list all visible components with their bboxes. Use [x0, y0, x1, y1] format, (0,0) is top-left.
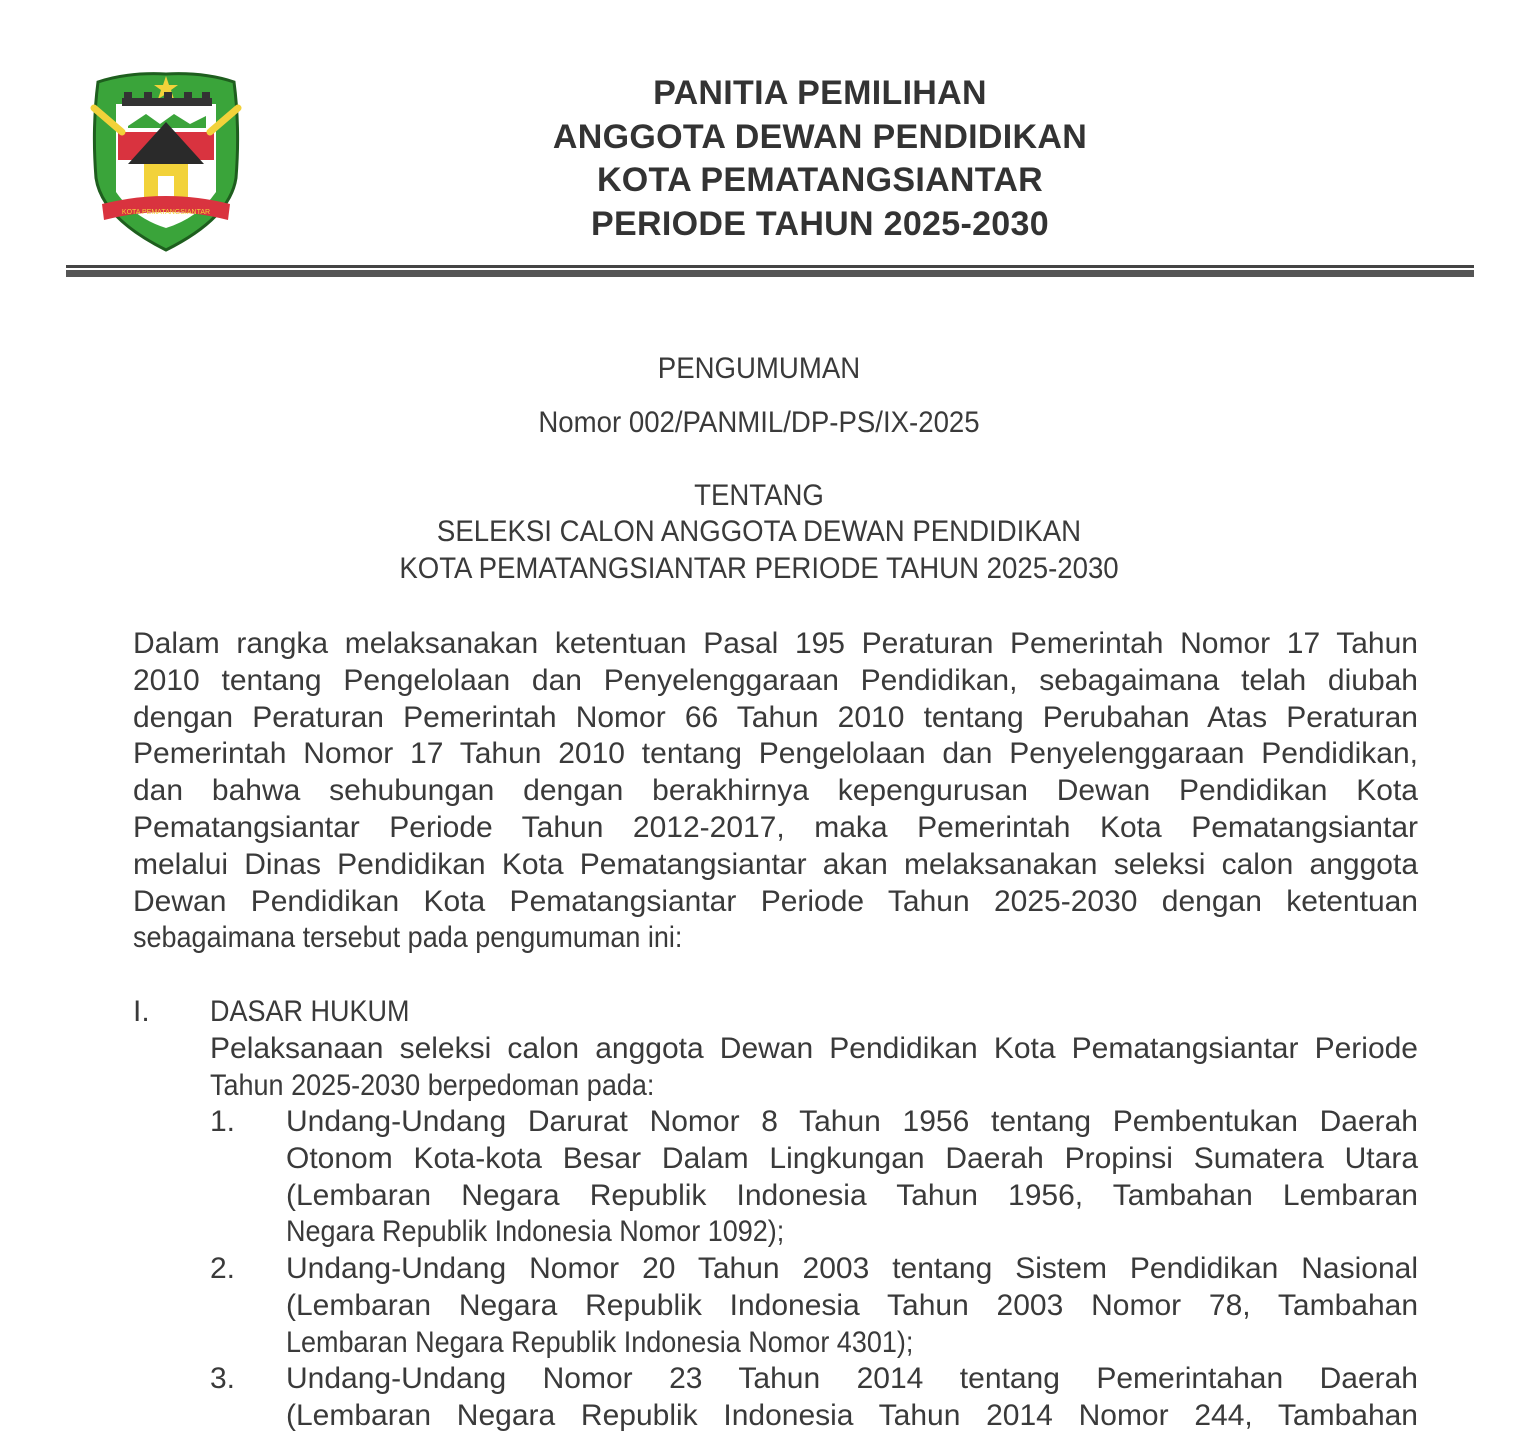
list-item-line: (Lembaran Negara Republik Indonesia Tahun 1956, Tambahan Lembaran — [286, 1178, 1418, 1212]
emblem-caption: KOTA PEMATANGSIANTAR — [121, 209, 211, 216]
letterhead-line: ANGGOTA DEWAN PENDIDIKAN — [552, 117, 1088, 156]
list-item-line: Undang-Undang Darurat Nomor 8 Tahun 1956 tentang Pembentukan Daerah — [286, 1105, 1418, 1138]
paragraph-line: sebagaimana tersebut pada pengumuman ini: — [133, 921, 683, 955]
section-intro-line: Tahun 2025-2030 berpedoman pada: — [210, 1068, 655, 1102]
list-item — [286, 1361, 1418, 1435]
section-numeral: I. — [133, 995, 150, 1028]
list-item-line: Undang-Undang Nomor 23 Tahun 2014 tentang Pemerintahan Daerah — [286, 1362, 1418, 1395]
paragraph-line: dengan Peraturan Pemerintah Nomor 66 Tahun 2010 tentang Perubahan Atas Peraturan — [133, 700, 1418, 734]
section-intro-line: Pelaksanaan seleksi calon anggota Dewan Pendidikan Kota Pematangsiantar Periode — [210, 1031, 1418, 1065]
paragraph-line: Pematangsiantar Periode Tahun 2012-2017, maka Pemerintah Kota Pematangsiantar — [133, 810, 1418, 844]
list-item-line: Undang-Undang Nomor 20 Tahun 2003 tentang Sistem Pendidikan Nasional — [286, 1252, 1418, 1285]
letterhead-line: PERIODE TAHUN 2025-2030 — [591, 204, 1049, 243]
list-item — [286, 1251, 1418, 1361]
letterhead-title — [420, 72, 1220, 246]
list-item-line: (Lembaran Negara Republik Indonesia Tahun 2014 Nomor 244, Tambahan — [286, 1398, 1418, 1432]
section-dasar-hukum — [210, 994, 1418, 1104]
list-item-line: Negara Republik Indonesia Nomor 1092); — [286, 1215, 785, 1249]
list-item-number: 2. — [210, 1252, 236, 1285]
letterhead-line: KOTA PEMATANGSIANTAR — [596, 161, 1044, 199]
paragraph-line: Pemerintah Nomor 17 Tahun 2010 tentang Pengelolaan dan Penyelenggaraan Pendidikan, — [133, 737, 1418, 771]
announcement-number: Nomor 002/PANMIL/DP-PS/IX-2025 — [538, 406, 980, 439]
list-item-number: 1. — [210, 1105, 236, 1138]
list-item-line: Lembaran Negara Republik Indonesia Nomor 4301); — [286, 1325, 914, 1359]
list-item-line: Otonom Kota-kota Besar Dalam Lingkungan Daerah Propinsi Sumatera Utara — [286, 1141, 1418, 1175]
letterhead-divider-thin — [66, 265, 1474, 268]
paragraph-line: Dewan Pendidikan Kota Pematangsiantar Periode Tahun 2025-2030 dengan ketentuan — [133, 884, 1418, 918]
paragraph-line: Dalam rangka melaksanakan ketentuan Pasal 195 Peraturan Pemerintah Nomor 17 Tahun — [133, 627, 1418, 660]
letterhead-divider-thick — [66, 270, 1474, 277]
paragraph-line: dan bahwa sehubungan dengan berakhirnya kepengurusan Dewan Pendidikan Kota — [133, 774, 1418, 808]
list-item-number: 3. — [210, 1362, 236, 1395]
letterhead-line: PANITIA PEMILIHAN — [653, 74, 987, 112]
intro-paragraph — [133, 626, 1418, 957]
list-item-line: (Lembaran Negara Republik Indonesia Tahun 2003 Nomor 78, Tambahan — [286, 1288, 1418, 1322]
section-title: DASAR HUKUM — [210, 995, 410, 1028]
paragraph-line: melalui Dinas Pendidikan Kota Pematangsiantar akan melaksanakan seleksi calon anggota — [133, 847, 1418, 881]
subject-line: SELEKSI CALON ANGGOTA DEWAN PENDIDIKAN — [436, 515, 1082, 548]
city-emblem-logo — [88, 68, 244, 254]
paragraph-line: 2010 tentang Pengelolaan dan Penyelenggaraan Pendidikan, sebagaimana telah diubah — [133, 663, 1418, 697]
about-label: TENTANG — [694, 479, 824, 512]
list-item — [286, 1104, 1418, 1251]
announcement-heading: PENGUMUMAN — [657, 352, 861, 385]
subject-line: KOTA PEMATANGSIANTAR PERIODE TAHUN 2025-2030 — [399, 552, 1119, 585]
